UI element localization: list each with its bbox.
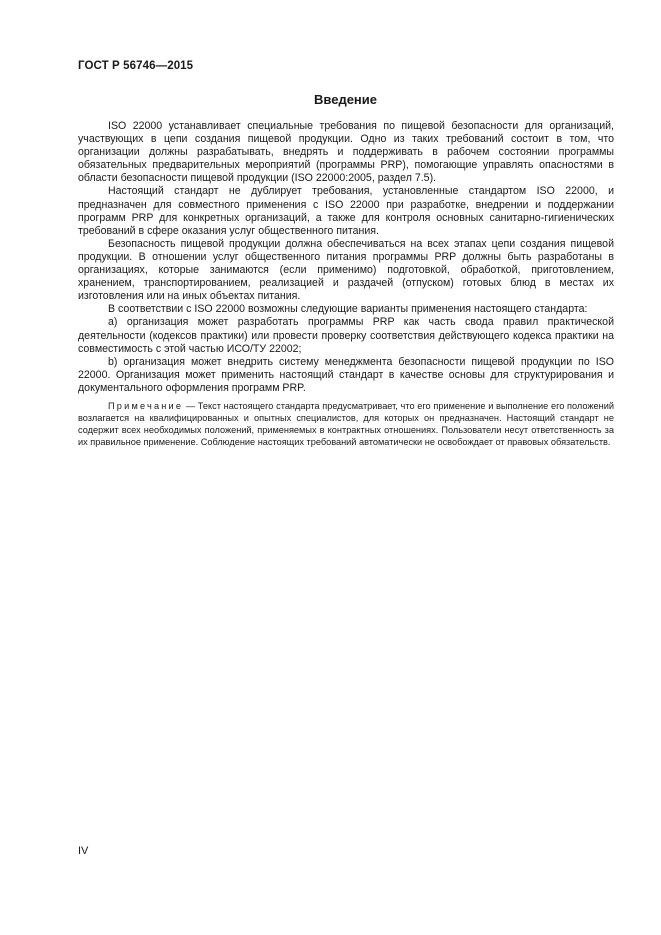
paragraph-application-options: В соответствии с ISO 22000 возможны следующие варианты применения настоящего стандарта:: [108, 303, 588, 316]
note-label: Примечание: [108, 400, 184, 411]
paragraph-standard-purpose: Настоящий стандарт не дублирует требования, установленные стандартом ISO 22000, и предназначен для совместного применения с ISO 22000 при разработке, внедрении и поддержании программ PRP для конкретных организаций, а также для контроля основных санитарно-гигиенических требований в сфере оказания услуг общественного питания.: [78, 185, 614, 237]
standard-header: ГОСТ Р 56746—2015: [78, 60, 194, 72]
paragraph-option-a: а) организация может разработать программы PRP как часть свода правил практической деятельности (кодексов практики) или провести проверку соответствия действующего кодекса практики на совместимость с этой частью ИСО/ТУ 22002;: [78, 316, 614, 355]
paragraph-option-b: b) организация может внедрить систему менеджмента безопасности пищевой продукции по ISO 22000. Организация может применить настоящий стандарт в качестве основы для структурирования и документального оформления программ PRP.: [78, 355, 614, 394]
note-text: — Текст настоящего стандарта предусматривает, что его применение и выполнение его положений возлагается на квалифицированных и опытных специалистов, для которых он предназначен. Настоящий стандарт не содержит всех необходимых положений, применяемых в контрактных отношениях. Пользователи несут ответственность за их правильное применение. Соблюдение настоящих требований автоматически не освобождает от правовых обязательств.: [78, 400, 614, 447]
note-paragraph: [78, 401, 614, 449]
page-number: IV: [78, 845, 89, 857]
paragraph-iso-requirements: ISO 22000 устанавливает специальные требования по пищевой безопасности для организаций, участвующих в цепи создания пищевой продукции. Одно из таких требований состоит в том, что организации должны разрабатывать, внедрять и поддерживать в рабочем состоянии программы обязательных предварительных мероприятий (программы PRP), помогающие управлять опасностями в области безопасности пищевой продукции (ISO 22000:2005, раздел 7.5).: [78, 120, 614, 185]
document-body: [78, 120, 614, 449]
page-title: Введение: [314, 92, 377, 107]
paragraph-food-safety: Безопасность пищевой продукции должна обеспечиваться на всех этапах цепи создания пищевой продукции. В отношении услуг общественного питания программы PRP должны быть разработаны в организациях, которые занимаются (если применимо) подготовкой, обработкой, приготовлением, хранением, транспортированием, реализацией и раздачей (отпуском) готовых блюд в местах их изготовления или на иных объектах питания.: [78, 237, 614, 303]
